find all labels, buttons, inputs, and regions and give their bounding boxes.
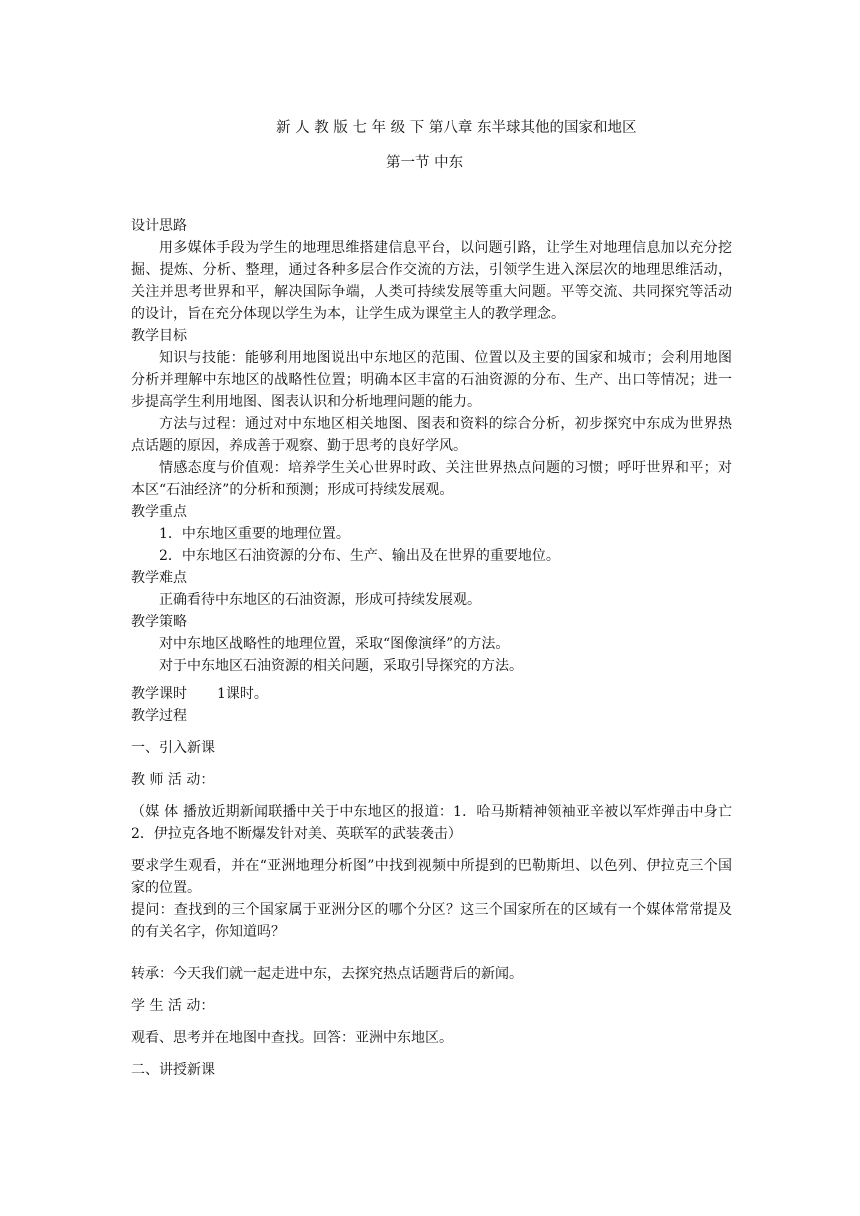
strategy-heading: 教学策略 bbox=[131, 614, 187, 630]
media-paragraph: （媒 体 播放近期新闻联播中关于中东地区的报道：1．哈马斯精神领袖亚辛被以军炸弹击中身亡 2．伊拉克各地不断爆发针对美、英联军的武装袭击） bbox=[131, 804, 732, 842]
request-paragraph: 要求学生观看，并在“亚洲地理分析图”中找到视频中所提到的巴勒斯坦、以色列、伊拉克三个国家的位置。 bbox=[131, 858, 732, 896]
section-title: 第一节 中东 bbox=[386, 155, 464, 171]
design-paragraph: 用多媒体手段为学生的地理思维搭建信息平台，以问题引路，让学生对地理信息加以充分挖掘、提炼、分析、整理，通过各种多层合作交流的方法，引领学生进入深层次的地理思维活动，关注并思考世界和平，解决国际争端，人类可持续发展等重大问题。平等交流、共同探究等活动的设计，旨在充分体现以学生为本，让学生成为课堂主人的教学理念。 bbox=[131, 240, 732, 322]
difficulty-heading: 教学难点 bbox=[131, 570, 187, 586]
process-heading: 教学过程 bbox=[131, 708, 187, 724]
section-1-heading: 一、引入新课 bbox=[131, 740, 215, 756]
goals-knowledge-paragraph: 知识与技能：能够利用地图说出中东地区的范围、位置以及主要的国家和城市；会利用地图分析并理解中东地区的战略性位置；明确本区丰富的石油资源的分布、生产、出口等情况；进一步提高学生利用地图、图表认识和分析地理问题的能力。 bbox=[131, 350, 732, 410]
goals-method-paragraph: 方法与过程：通过对中东地区相关地图、图表和资料的综合分析，初步探究中东成为世界热点话题的原因，养成善于观察、勤于思考的良好学风。 bbox=[131, 416, 732, 454]
strategy-item: 对于中东地区石油资源的相关问题，采取引导探究的方法。 bbox=[159, 658, 523, 674]
document-title: 新 人 教 版 七 年 级 下 第八章 东半球其他的国家和地区 bbox=[276, 120, 637, 136]
hours-label: 教学课时 bbox=[131, 686, 187, 702]
student-activity-text: 观看、思考并在地图中查找。回答：亚洲中东地区。 bbox=[131, 1030, 453, 1046]
teacher-activity-label: 教 师 活 动： bbox=[131, 772, 215, 788]
hours-row bbox=[131, 683, 732, 705]
document-body bbox=[131, 215, 732, 1081]
key-point-item: 2．中东地区石油资源的分布、生产、输出及在世界的重要地位。 bbox=[159, 548, 560, 564]
goals-heading: 教学目标 bbox=[131, 328, 187, 344]
student-activity-label: 学 生 活 动： bbox=[131, 998, 215, 1014]
transition-paragraph: 转承：今天我们就一起走进中东，去探究热点话题背后的新闻。 bbox=[131, 966, 523, 982]
goals-attitude-paragraph: 情感态度与价值观：培养学生关心世界时政、关注世界热点问题的习惯；呼吁世界和平；对本区“石油经济”的分析和预测；形成可持续发展观。 bbox=[131, 460, 732, 498]
question-paragraph: 提问：查找到的三个国家属于亚洲分区的哪个分区？这三个国家所在的区域有一个媒体常常提及的有关名字，你知道吗？ bbox=[131, 902, 732, 940]
strategy-item: 对中东地区战略性的地理位置，采取“图像演绎”的方法。 bbox=[159, 636, 510, 652]
difficulty-text: 正确看待中东地区的石油资源，形成可持续发展观。 bbox=[159, 592, 481, 608]
design-heading: 设计思路 bbox=[131, 218, 187, 234]
hours-value: 1课时。 bbox=[217, 686, 268, 702]
key-points-heading: 教学重点 bbox=[131, 504, 187, 520]
section-2-heading: 二、讲授新课 bbox=[131, 1062, 215, 1078]
key-point-item: 1．中东地区重要的地理位置。 bbox=[159, 526, 350, 542]
